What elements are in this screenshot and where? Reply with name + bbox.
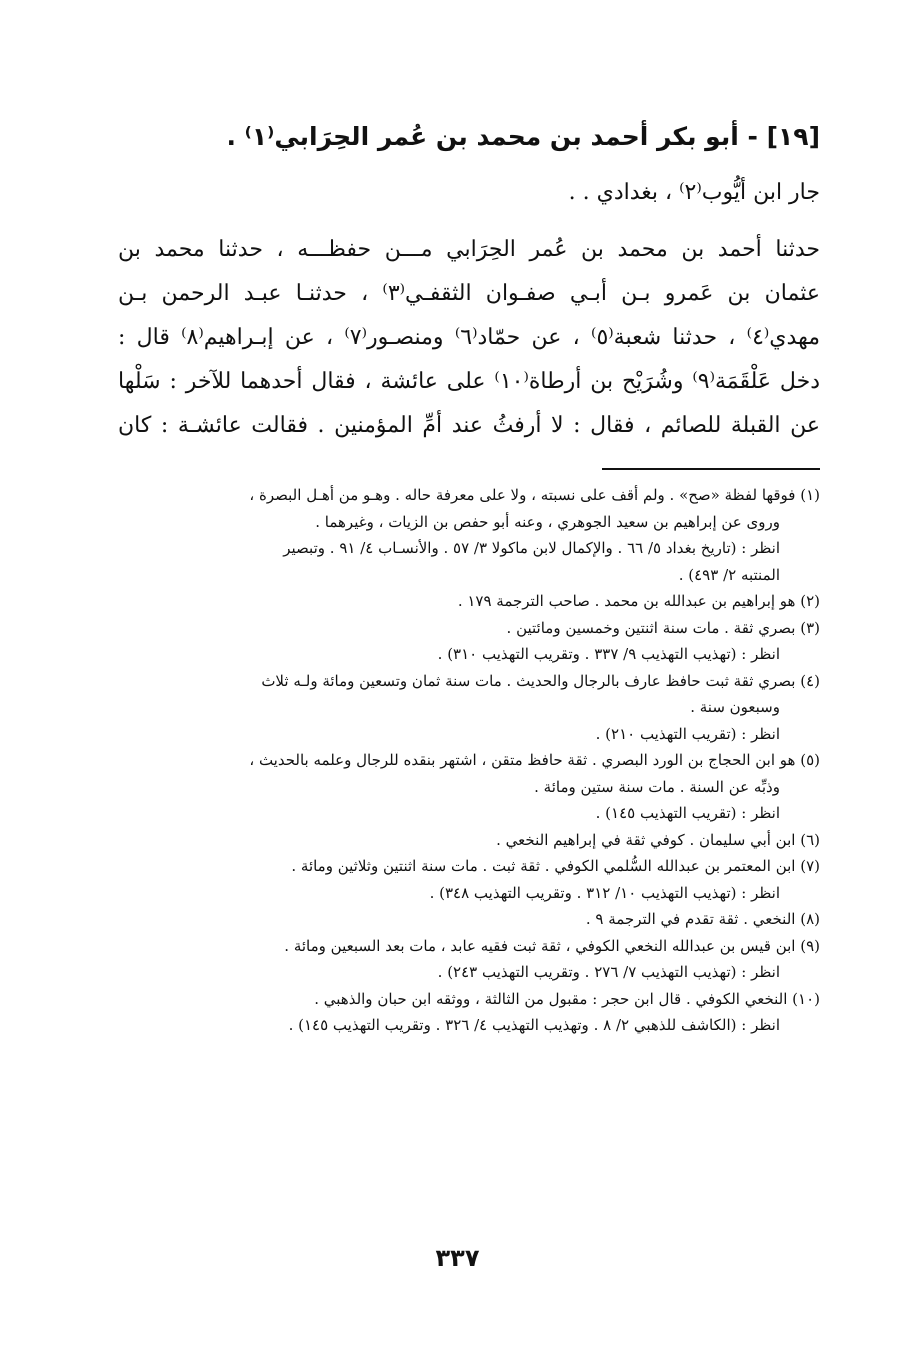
paragraph-line: مهدي⁽٤⁾ ، حدثنا شعبة⁽٥⁾ ، عن حمّاد⁽٦⁾ ومنصـور⁽٧⁾ ، عن إبـراهيم⁽٨⁾ قال :: [118, 325, 820, 350]
footnote-line: المنتبه ٢/ ٤٩٣) .: [678, 565, 780, 584]
footnote-line: وذبِّه عن السنة . مات سنة ستين ومائة .: [534, 777, 780, 796]
footnote-line: وروى عن إبراهيم بن سعيد الجوهري ، وعنه أبو حفص بن الزيات ، وغيرهما .: [315, 512, 780, 531]
footnote-line: انظر : (الكاشف للذهبي ٢/ ٨ . وتهذيب التهذيب ٤/ ٣٢٦ . وتقريب التهذيب ١٤٥) .: [288, 1016, 780, 1034]
entry-subline: جار ابن أيُّوب⁽٢⁾ ، بغدادي . .: [568, 180, 820, 205]
footnote-line: (٨) النخعي . ثقة تقدم في الترجمة ٩ .: [585, 910, 820, 928]
footnote-line: انظر : (تقريب التهذيب ١٤٥) .: [595, 804, 780, 822]
footnote-line: (٩) ابن قيس بن عبدالله النخعي الكوفي ، ثقة ثبت فقيه عابد ، مات بعد السبعين ومائة .: [284, 936, 820, 955]
paragraph-line: دخل عَلْقَمَة⁽٩⁾ وشُرَيْح بن أرطاة⁽١٠⁾ على عائشة ، فقال أحدهما للآخر : سَلْها: [118, 369, 820, 394]
paragraph-line: عن القبلة للصائم ، فقال : لا أرفثُ عند أمِّ المؤمنين . فقالت عائشـة : كان: [118, 413, 820, 438]
footnote-separator: [602, 468, 820, 470]
footnote-line: انظر : (تاريخ بغداد ٥/ ٦٦ . والإكمال لابن ماكولا ٣/ ٥٧ . والأنسـاب ٤/ ٩١ . وتبصير: [283, 539, 780, 557]
footnote-line: انظر : (تهذيب التهذيب ٩/ ٣٣٧ . وتقريب التهذيب ٣١٠) .: [437, 645, 780, 663]
footnote-line: انظر : (تهذيب التهذيب ١٠/ ٣١٢ . وتقريب التهذيب ٣٤٨) .: [429, 883, 780, 902]
footnote-line: (٣) بصري ثقة . مات سنة اثنتين وخمسين ومائتين .: [506, 618, 820, 637]
page-number: ٣٣٧: [435, 1244, 480, 1272]
footnote-line: (٧) ابن المعتمر بن عبدالله السُّلمي الكوفي . ثقة ثبت . مات سنة اثنتين وثلاثين ومائة .: [291, 857, 820, 875]
footnote-line: انظر : (تهذيب التهذيب ٧/ ٢٧٦ . وتقريب التهذيب ٢٤٣) .: [437, 963, 780, 981]
footnote-line: (٢) هو إبراهيم بن عبدالله بن محمد . صاحب الترجمة ١٧٩ .: [457, 592, 820, 610]
paragraph-line: عثمان بن عَمرو بـن أبـي صفـوان الثقفـي⁽٣⁾ ، حدثنـا عبـد الرحمن بـن: [118, 281, 820, 306]
entry-heading: [١٩] - أبو بكر أحمد بن محمد بن عُمر الحِرَابي⁽١⁾ .: [226, 122, 820, 151]
footnote-line: (٦) ابن أبي سليمان . كوفي ثقة في إبراهيم النخعي .: [496, 830, 820, 849]
footnote-line: (٥) هو ابن الحجاج بن الورد البصري . ثقة حافظ متقن ، اشتهر بنقده للرجال وعلمه بالحديث ،: [249, 751, 820, 769]
footnote-line: انظر : (تقريب التهذيب ٢١٠) .: [595, 724, 780, 743]
footnote-line: (١) فوقها لفظة «صح» . ولم أقف على نسبته ، ولا على معرفة حاله . وهـو من أهـل البصرة ،: [249, 486, 820, 504]
footnotes: [118, 482, 820, 1039]
footnote-line: وسبعون سنة .: [690, 698, 780, 716]
footnote-line: (١٠) النخعي الكوفي . قال ابن حجر : مقبول من الثالثة ، ووثقه ابن حبان والذهبي .: [314, 989, 820, 1008]
paragraph-line: حدثنا أحمد بن محمد بن عُمر الحِرَابي مـــن حفظـــه ، حدثنا محمد بن: [118, 237, 820, 262]
footnote-line: (٤) بصري ثقة ثبت حافظ عارف بالرجال والحديث . مات سنة ثمان وتسعين ومائة ولـه ثلاث: [261, 671, 820, 690]
hadith-paragraph: [118, 228, 820, 448]
